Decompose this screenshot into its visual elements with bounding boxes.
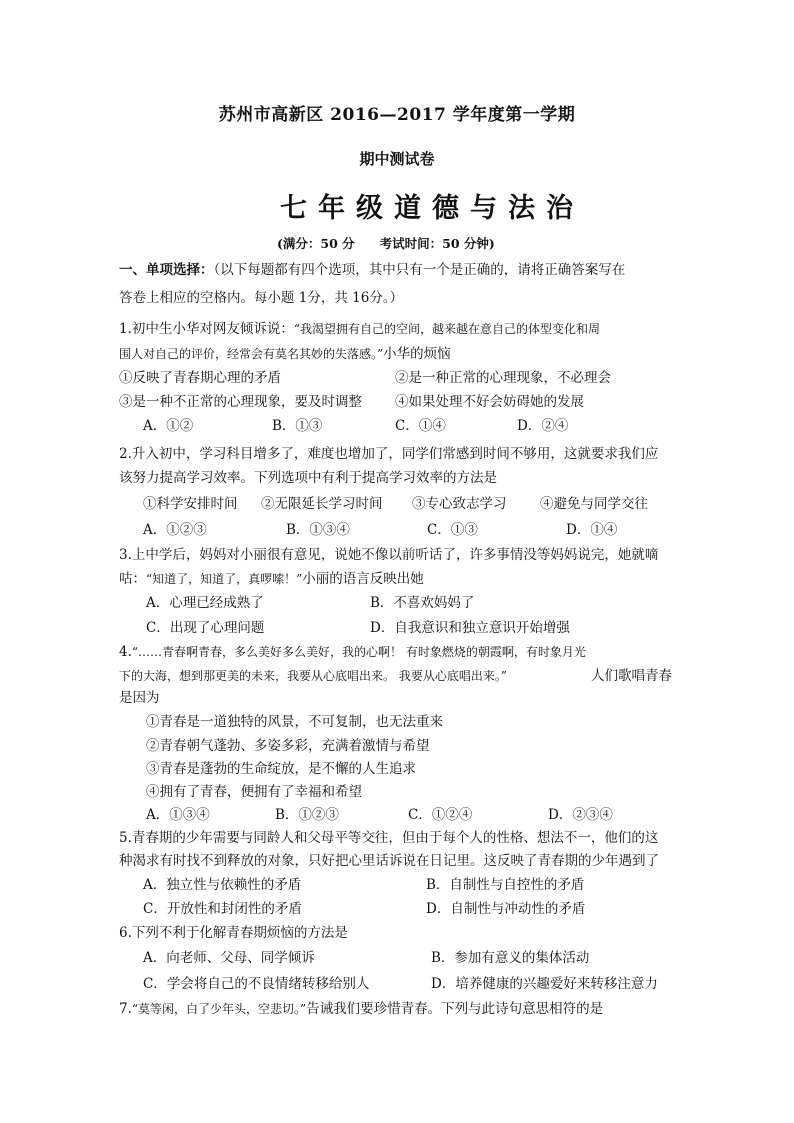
q4-stem-line3: 是因为 bbox=[119, 690, 160, 706]
q2-option-b: B．①③④ bbox=[286, 522, 350, 538]
q2-item-1: ①科学安排时间 bbox=[143, 496, 238, 512]
q3-option-d: D．自我意识和独立意识开始增强 bbox=[370, 620, 570, 636]
q4-stem-1c: 人们歌唱青春 bbox=[591, 668, 672, 684]
q1-item-4: ④如果处理不好会妨碍她的发展 bbox=[395, 394, 584, 410]
q5-option-b: B．自制性与自控性的矛盾 bbox=[426, 877, 585, 893]
q3-stem-line1: 3.上中学后，妈妈对小丽很有意见，说她不像以前听话了，许多事情没等妈妈说完，她就嘀 bbox=[119, 547, 659, 563]
section1-heading-line bbox=[119, 261, 625, 279]
q4-option-b: B．①②③ bbox=[275, 807, 339, 823]
q4-stem-1b: “……青春啊青春，多么美好多么美好，我的心啊！ 有时象燃烧的朝霞啊，有时象月光 bbox=[131, 645, 586, 659]
q4-item-2: ②青春朝气蓬勃、多姿多彩，充满着激情与希望 bbox=[146, 738, 430, 754]
q3-stem-2a: 咕： bbox=[119, 571, 146, 587]
q1-option-b: B．①③ bbox=[272, 418, 323, 434]
q2-option-d: D．①④ bbox=[566, 522, 618, 538]
q3-stem-line2 bbox=[119, 570, 424, 588]
q6-option-d: D．培养健康的兴趣爱好来转移注意力 bbox=[431, 976, 658, 992]
q7-stem-a: 7. bbox=[119, 1001, 132, 1017]
q4-stem-1a: 4. bbox=[119, 644, 132, 660]
section1-instruction-2: 答卷上相应的空格内。每小题 1分，共 16分。） bbox=[119, 290, 404, 306]
q5-stem-line2: 种渴求有时找不到释放的对象，只好把心里话诉说在日记里。这反映了青春期的少年遇到了 bbox=[119, 853, 659, 869]
q4-item-1: ①青春是一道独特的风景，不可复制，也无法重来 bbox=[146, 714, 443, 730]
q7-stem-b: “莫等闲，白了少年头，空悲切。” bbox=[131, 1002, 307, 1016]
q5-option-c: C．开放性和封闭性的矛盾 bbox=[143, 901, 302, 917]
exam-school-term: 苏州市高新区 2016—2017 学年度第一学期 bbox=[218, 105, 576, 125]
q6-stem: 6.下列不利于化解青春期烦恼的方法是 bbox=[119, 925, 348, 941]
q2-item-2: ②无限延长学习时间 bbox=[261, 496, 383, 512]
q4-option-c: C．①②④ bbox=[408, 807, 473, 823]
section1-instruction-1: （以下每题都有四个选项，其中只有一个是正确的，请将正确答案写在 bbox=[213, 262, 626, 278]
q1-stem-1a: 1.初中生小华对网友倾诉说： bbox=[119, 321, 294, 337]
q1-stem-2a: 围人对自己的评价，经常会有莫名其妙的失落感。” bbox=[119, 347, 384, 361]
q4-item-4: ④拥有了青春，便拥有了幸福和希望 bbox=[146, 784, 362, 800]
q2-stem-line1: 2.升入初中，学习科目增多了，难度也增加了，同学们常感到时间不够用，这就要求我们应 bbox=[119, 446, 659, 462]
q1-stem-line1 bbox=[119, 320, 600, 338]
q1-stem-2b: 小华的烦恼 bbox=[383, 346, 451, 362]
q1-option-d: D．②④ bbox=[517, 418, 569, 434]
q3-stem-2c: 小丽的语言反映出她 bbox=[302, 571, 424, 587]
q5-option-d: D．自制性与冲动性的矛盾 bbox=[426, 901, 586, 917]
q7-stem-c: 告诫我们要珍惜青春。下列与此诗句意思相符的是 bbox=[306, 1001, 604, 1017]
q6-option-a: A．向老师、父母、同学倾诉 bbox=[143, 950, 315, 966]
q2-stem-line2: 该努力提高学习效率。下列选项中有利于提高学习效率的方法是 bbox=[119, 470, 497, 486]
q1-stem-line2 bbox=[119, 345, 451, 363]
q1-option-a: A．①② bbox=[143, 418, 194, 434]
q3-option-b: B．不喜欢妈妈了 bbox=[370, 595, 475, 611]
subject-title: 七年级道德与法治 bbox=[280, 193, 584, 224]
q1-item-3: ③是一种不正常的心理现象，要及时调整 bbox=[119, 394, 362, 410]
q4-stem-line1 bbox=[119, 643, 586, 661]
section1-heading: 一、单项选择： bbox=[119, 262, 214, 278]
q2-item-4: ④避免与同学交往 bbox=[540, 496, 648, 512]
q4-option-d: D．②③④ bbox=[548, 807, 613, 823]
q4-option-a: A．①③④ bbox=[146, 807, 210, 823]
q5-stem-line1: 5.青春期的少年需要与同龄人和父母平等交往，但由于每个人的性格、想法不一，他们的这 bbox=[119, 830, 659, 846]
exam-meta: (满分：50 分 考试时间：50 分钟) bbox=[277, 236, 495, 251]
q4-item-3: ③青春是蓬勃的生命绽放，是不懈的人生追求 bbox=[146, 761, 416, 777]
q1-stem-1b: “我渴望拥有自己的空间，越来越在意自己的体型变化和周 bbox=[293, 322, 601, 336]
q6-option-c: C．学会将自己的不良情绪转移给别人 bbox=[143, 976, 370, 992]
q3-option-a: A．心理已经成熟了 bbox=[146, 595, 264, 611]
q6-option-b: B．参加有意义的集体活动 bbox=[431, 950, 590, 966]
q3-option-c: C．出现了心理问题 bbox=[146, 620, 265, 636]
q1-option-c: C．①④ bbox=[395, 418, 446, 434]
q2-option-c: C．①③ bbox=[427, 522, 478, 538]
q4-stem-line2 bbox=[119, 667, 507, 685]
q3-stem-2b: “知道了，知道了，真啰嗦！” bbox=[146, 572, 303, 586]
q2-item-3: ③专心致志学习 bbox=[412, 496, 507, 512]
q7-stem bbox=[119, 1000, 603, 1018]
q1-item-1: ①反映了青春期心理的矛盾 bbox=[119, 370, 281, 386]
q4-stem-2: 下的大海，想到那更美的未来，我要从心底唱出来。 我要从心底唱出来。” bbox=[119, 669, 507, 683]
q5-option-a: A．独立性与依赖性的矛盾 bbox=[143, 877, 302, 893]
exam-name: 期中测试卷 bbox=[359, 150, 435, 168]
q2-option-a: A．①②③ bbox=[143, 522, 207, 538]
q1-item-2: ②是一种正常的心理现象，不必理会 bbox=[395, 370, 611, 386]
